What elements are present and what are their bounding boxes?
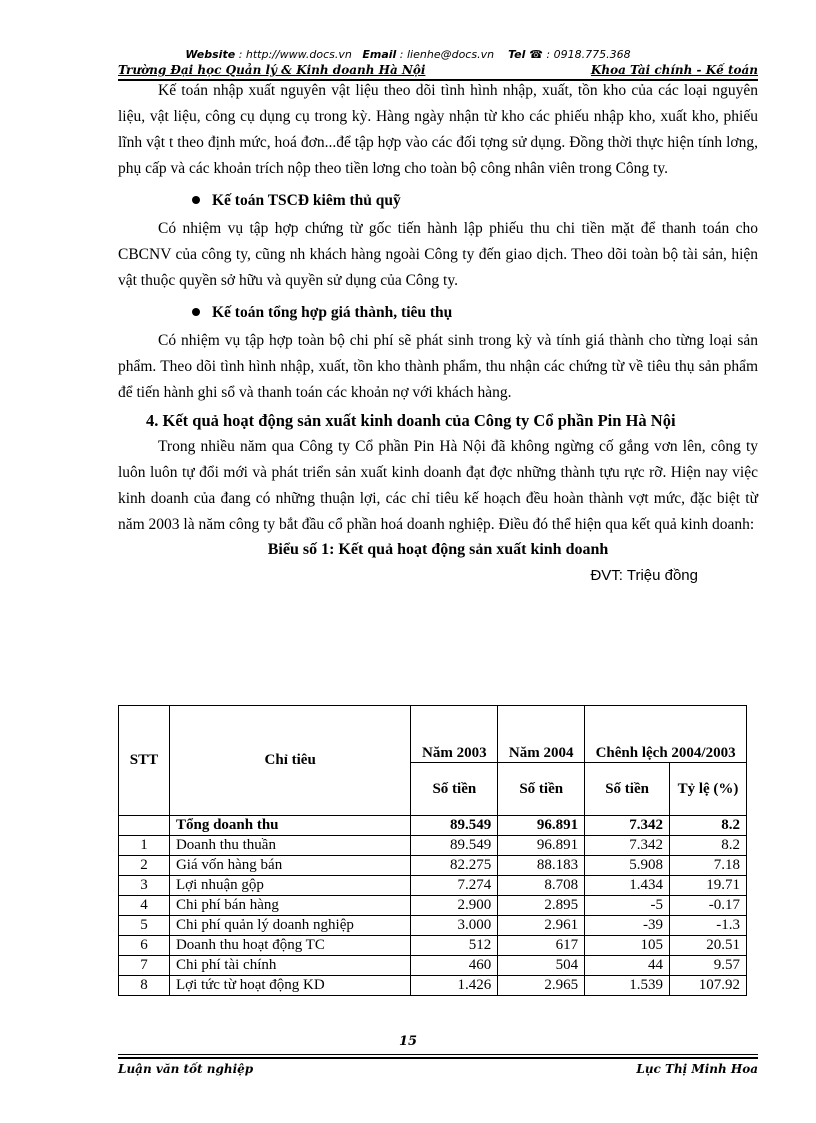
row-percent: 8.2: [670, 836, 747, 856]
subheader-amount-2004: Số tiền: [498, 763, 585, 816]
row-indicator: Chi phí tài chính: [169, 956, 410, 976]
row-2004: 96.891: [498, 816, 585, 836]
row-2004: 96.891: [498, 836, 585, 856]
table-header-row: [119, 706, 747, 763]
row-difference: 1.539: [585, 976, 670, 996]
row-indicator: Chi phí bán hàng: [169, 896, 410, 916]
row-stt: 1: [119, 836, 170, 856]
email-value: : lienhe@docs.vn: [399, 48, 495, 61]
site-contact-bar: [0, 48, 816, 62]
website-value: : http://www.docs.vn: [238, 48, 352, 61]
row-percent: 19.71: [670, 876, 747, 896]
row-indicator: Doanh thu hoạt động TC: [169, 936, 410, 956]
row-difference: 105: [585, 936, 670, 956]
row-difference: 7.342: [585, 836, 670, 856]
row-indicator: Lợi nhuận gộp: [169, 876, 410, 896]
row-stt: 4: [119, 896, 170, 916]
header-school: Trường Đại học Quản lý & Kinh doanh Hà Nội: [118, 63, 426, 77]
row-indicator: Tổng doanh thu: [169, 816, 410, 836]
business-results-table: [118, 705, 747, 996]
row-stt: 6: [119, 936, 170, 956]
table-row: [119, 836, 747, 856]
table-body: [119, 816, 747, 996]
row-2004: 88.183: [498, 856, 585, 876]
row-difference: -5: [585, 896, 670, 916]
row-2004: 2.961: [498, 916, 585, 936]
header-year-2003: Năm 2003: [411, 706, 498, 763]
row-percent: -0.17: [670, 896, 747, 916]
table-caption: Biểu số 1: Kết quả hoạt động sản xuất kinh doanh: [267, 541, 609, 558]
bullet-costing: [118, 300, 758, 326]
table-row: [119, 896, 747, 916]
row-2004: 8.708: [498, 876, 585, 896]
footer-thesis: Luận văn tốt nghiệp: [118, 1062, 254, 1076]
header-faculty: Khoa Tài chính - Kế toán: [590, 63, 758, 77]
tel-label: Tel ☎: [508, 48, 543, 61]
row-2003: 89.549: [411, 836, 498, 856]
row-stt: 8: [119, 976, 170, 996]
section-heading: 4. Kết quả hoạt động sản xuất kinh doanh của Công ty Cổ phần Pin Hà Nội: [146, 411, 676, 430]
row-2003: 2.900: [411, 896, 498, 916]
row-percent: 8.2: [670, 816, 747, 836]
row-difference: -39: [585, 916, 670, 936]
row-indicator: Chi phí quản lý doanh nghiệp: [169, 916, 410, 936]
row-2003: 1.426: [411, 976, 498, 996]
row-2003: 460: [411, 956, 498, 976]
subheader-amount-diff: Số tiền: [585, 763, 670, 816]
row-difference: 44: [585, 956, 670, 976]
table-unit: ĐVT: Triệu đồng: [590, 567, 698, 584]
document-body: [118, 78, 758, 589]
row-2004: 617: [498, 936, 585, 956]
bullet-fixed-asset-label: Kế toán TSCĐ kiêm thủ quỹ: [212, 192, 401, 209]
row-2003: 89.549: [411, 816, 498, 836]
row-2003: 3.000: [411, 916, 498, 936]
row-2004: 2.895: [498, 896, 585, 916]
row-percent: 20.51: [670, 936, 747, 956]
tel-value: : 0918.775.368: [546, 48, 631, 61]
paragraph-material-accounting: Kế toán nhập xuất nguyên vật liệu theo dõi tình hình nhập, xuất, tồn kho của các loại nguyên liệu, vật liệu, công cụ dụng cụ trong kỳ. Hàng ngày nhận từ kho các phiếu nhập kho, xuất kho, phiếu lĩnh vật t theo định mức, hoá đơn...để tập hợp vào các đối tợng sử dụng. Đồng thời thực hiện tính lơng, phụ cấp và các khoản trích nộp theo tiền lơng cho toàn bộ công nhân viên trong Công ty.: [118, 82, 758, 177]
footer-author: Lục Thị Minh Hoa: [636, 1062, 758, 1076]
row-stt: 2: [119, 856, 170, 876]
header-chitieu: Chỉ tiêu: [169, 706, 410, 816]
row-2004: 504: [498, 956, 585, 976]
row-indicator: Doanh thu thuần: [169, 836, 410, 856]
row-2004: 2.965: [498, 976, 585, 996]
row-percent: 107.92: [670, 976, 747, 996]
bullet-costing-label: Kế toán tổng hợp giá thành, tiêu thụ: [212, 304, 453, 321]
row-indicator: Lợi tức từ hoạt động KD: [169, 976, 410, 996]
row-stt: 7: [119, 956, 170, 976]
row-2003: 512: [411, 936, 498, 956]
row-percent: 7.18: [670, 856, 747, 876]
subheader-amount-2003: Số tiền: [411, 763, 498, 816]
website-label: Website: [185, 48, 236, 61]
bullet-fixed-asset: [118, 188, 758, 214]
footer-rule-thin: [118, 1054, 758, 1055]
row-stt: 3: [119, 876, 170, 896]
page-footer: [118, 1062, 758, 1078]
table-row: [119, 976, 747, 996]
bullet-dot-icon: [192, 308, 200, 316]
row-2003: 82.275: [411, 856, 498, 876]
row-percent: 9.57: [670, 956, 747, 976]
row-difference: 5.908: [585, 856, 670, 876]
table-row: [119, 956, 747, 976]
page-number: 15: [398, 1034, 418, 1049]
paragraph-costing: Có nhiệm vụ tập hợp toàn bộ chi phí sẽ phát sinh trong kỳ và tính giá thành cho từng loại sản phẩm. Theo dõi tình hình nhập, xuất, tồn kho thành phẩm, thu nhận các chứng từ về tiêu thụ sản phẩm để tiến hành ghi sổ và thanh toán các khoản nợ với khách hàng.: [118, 332, 758, 401]
header-difference: Chênh lệch 2004/2003: [585, 706, 747, 763]
bullet-dot-icon: [192, 196, 200, 204]
page-header: [118, 63, 758, 79]
table-row: [119, 936, 747, 956]
row-difference: 1.434: [585, 876, 670, 896]
header-stt: STT: [119, 706, 170, 816]
row-2003: 7.274: [411, 876, 498, 896]
email-label: Email: [362, 48, 397, 61]
table-row: [119, 876, 747, 896]
paragraph-cash: Có nhiệm vụ tập hợp chứng từ gốc tiến hành lập phiếu thu chi tiền mặt để thanh toán cho CBCNV của công ty, cũng nh khách hàng ngoài Công ty đến giao dịch. Theo dõi toàn bộ tài sản, hiện vật thuộc quyền sở hữu và quyền sử dụng của Công ty.: [118, 220, 758, 289]
row-stt: 5: [119, 916, 170, 936]
table-row: [119, 856, 747, 876]
row-difference: 7.342: [585, 816, 670, 836]
row-stt: [119, 816, 170, 836]
table-row: [119, 916, 747, 936]
table-row: [119, 816, 747, 836]
subheader-percent: Tỷ lệ (%): [670, 763, 747, 816]
header-year-2004: Năm 2004: [498, 706, 585, 763]
footer-rule-thick: [118, 1057, 758, 1059]
paragraph-results: Trong nhiều năm qua Công ty Cổ phần Pin Hà Nội đã không ngừng cố gắng vơn lên, công ty luôn luôn tự đổi mới và phát triển sản xuất kinh doanh đạt đợc những thành tựu rực rỡ. Hiện nay việc kinh doanh của đang có những thuận lợi, các chỉ tiêu kế hoạch đều hoàn thành vợt mức, đặc biệt từ năm 2003 là năm công ty bắt đầu cổ phần hoá doanh nghiệp. Điều đó thể hiện qua kết quả kinh doanh:: [118, 438, 758, 533]
row-indicator: Giá vốn hàng bán: [169, 856, 410, 876]
row-percent: -1.3: [670, 916, 747, 936]
